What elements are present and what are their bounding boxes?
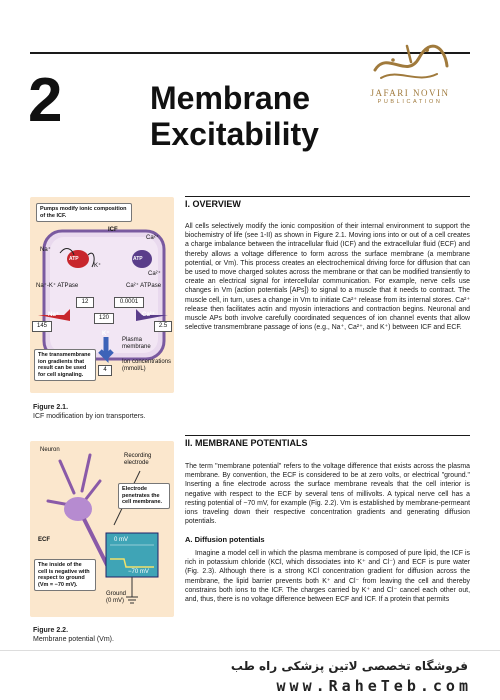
value-k-ecf: 4: [98, 365, 112, 376]
value-na-ecf: 145: [32, 321, 52, 332]
chapter-number: 2: [28, 66, 63, 135]
footer-website[interactable]: www.RaheTeb.com: [276, 677, 472, 695]
figure-2-2-label: Figure 2.2.: [33, 627, 69, 634]
label-atp-2: ATP: [133, 256, 143, 262]
neuron-soma: [64, 497, 92, 521]
chapter-title-line1: Membrane: [150, 80, 311, 116]
label-atp-1: ATP: [69, 256, 79, 262]
logo-subtitle: PUBLICATION: [377, 99, 443, 105]
subsection-diffusion-title: A. Diffusion potentials: [185, 535, 265, 544]
label-icf: ICF: [108, 227, 118, 233]
footer-banner: [0, 650, 500, 700]
label-recording-electrode: Recording electrode: [124, 453, 152, 466]
label-ion-concentrations: Ion concentrations (mmol/L): [122, 359, 172, 372]
logo-calligraphy-icon: [367, 40, 453, 86]
logo-name: JAFARI NOVIN: [370, 88, 450, 98]
value-k-icf: 120: [94, 313, 114, 324]
figure-2-1-label: Figure 2.1.: [33, 404, 69, 411]
label-na-ion-top: Na⁺: [40, 247, 51, 253]
label-ca-ion-side: Ca²⁺: [148, 271, 161, 277]
note-electrode: Electrode penetrates the cell membrane.: [118, 483, 170, 509]
section-membrane-potentials-text: The term "membrane potential" refers to the voltage difference that exists across the plasma membrane. By convention, the ECF is considered to be at zero volts, or electrical "ground." Inserting a fine electrode across the surface membrane reveals that the cell interior is negative with respect to the ECF by several tens of millivolts. A typical nerve cell has a resting potential of −70 mV, for example (Fig. 2.2). Vm is established by membrane-permeant ions traveling down their respective concentration gradients and generating diffusion potentials.: [185, 463, 470, 526]
label-na-k-atpase: Na⁺-K⁺ ATPase: [36, 283, 79, 289]
note-gradients: The transmembrane ion gradients that result can be used for cell signaling.: [34, 349, 96, 381]
figure-2-2-caption: [33, 626, 173, 644]
label-minus-70mv: −70 mV: [128, 569, 149, 575]
value-ca-ecf: 2.5: [154, 321, 172, 332]
label-plasma-membrane: Plasma membrane: [122, 337, 151, 350]
publisher-logo: [355, 40, 465, 118]
label-ca-ion-top: Ca²⁺: [146, 235, 159, 241]
label-k-ion: K⁺: [102, 331, 110, 337]
value-na-icf: 12: [76, 297, 94, 308]
figure-membrane-potential: [30, 441, 174, 617]
section-overview-text: All cells selectively modify the ionic composition of their internal environment to support the biochemistry of life (see 1-II) as shown in Figure 2.1. Moving ions into or out of a cell creates a charge imbalance between the intracellular fluid (ICF) and the extracellular fluid (ECF) and thereby allows a voltage difference to form across the surface membrane (a membrane potential, or Vm). This process creates an electrochemical driving force for diffusion that can be used to move charged solutes across the membrane or that can be modified transiently to create an electrical signal for intercellular communication. For example, nerve cells use changes in Vm (action potentials [APs]) to signal to a muscle that it needs to contract. The muscle cell, in turn, uses a change in Vm to initiate Ca²⁺ release from its internal stores. Ca²⁺ release then facilitates actin and myosin interactions and contraction begins. Neuronal and muscle APs both involve carefully coordinated sequences of ion channel events that allow selective transmembrane passage of ions (e.g., Na⁺, Ca²⁺, and K⁺) between ICF and ECF.: [185, 223, 470, 332]
label-ca-ion: Ca²⁺: [142, 312, 155, 318]
chapter-title-line2: Excitability: [150, 116, 319, 152]
label-zero-mv: 0 mV: [114, 537, 129, 543]
figure-2-2-text: Membrane potential (Vm).: [33, 636, 114, 643]
note-pumps: Pumps modify ionic composition of the ICF.: [36, 203, 132, 222]
label-na-ion: Na⁺: [48, 312, 59, 318]
label-neuron: Neuron: [40, 447, 60, 453]
value-ca-icf: 0.0001: [114, 297, 144, 308]
figure-ion-transporters: [30, 197, 174, 393]
section-membrane-potentials-title: II. MEMBRANE POTENTIALS: [185, 438, 470, 449]
chapter-title: [150, 80, 370, 152]
label-k-ion-top: K⁺: [94, 263, 102, 269]
label-ground: Ground (0 mV): [106, 591, 127, 604]
figure-2-1-text: ICF modification by ion transporters.: [33, 413, 146, 420]
label-ecf: ECF: [38, 537, 50, 543]
figure-2-1-caption: [33, 403, 173, 421]
note-inside-negative: The inside of the cell is negative with respect to ground (Vm = −70 mV).: [34, 559, 96, 591]
section-overview-title: I. OVERVIEW: [185, 199, 470, 210]
subsection-diffusion-text: Imagine a model cell in which the plasma membrane is composed of pure lipid, the ICF is rich in potassium chloride (KCl, which dissociates into K⁺ and Cl⁻) and ECF is pure water (Fig. 2.3). Although there is a strong KCl concentration gradient for diffusion across the membrane, the lipid barrier prevents both K⁺ and Cl⁻ from leaving the cell and thereby constrains both ions to the ICF. The charges carried by K⁺ and Cl⁻ cancel each other out, and, thus, there is no voltage difference between ECF and ICF. If a protein that permits: [185, 550, 470, 604]
dendrites: [48, 455, 100, 505]
footer-store-name: فروشگاه تخصصی لاتین پزشکی راه طب: [230, 659, 468, 673]
label-ca-atpase: Ca²⁺ ATPase: [126, 283, 162, 289]
